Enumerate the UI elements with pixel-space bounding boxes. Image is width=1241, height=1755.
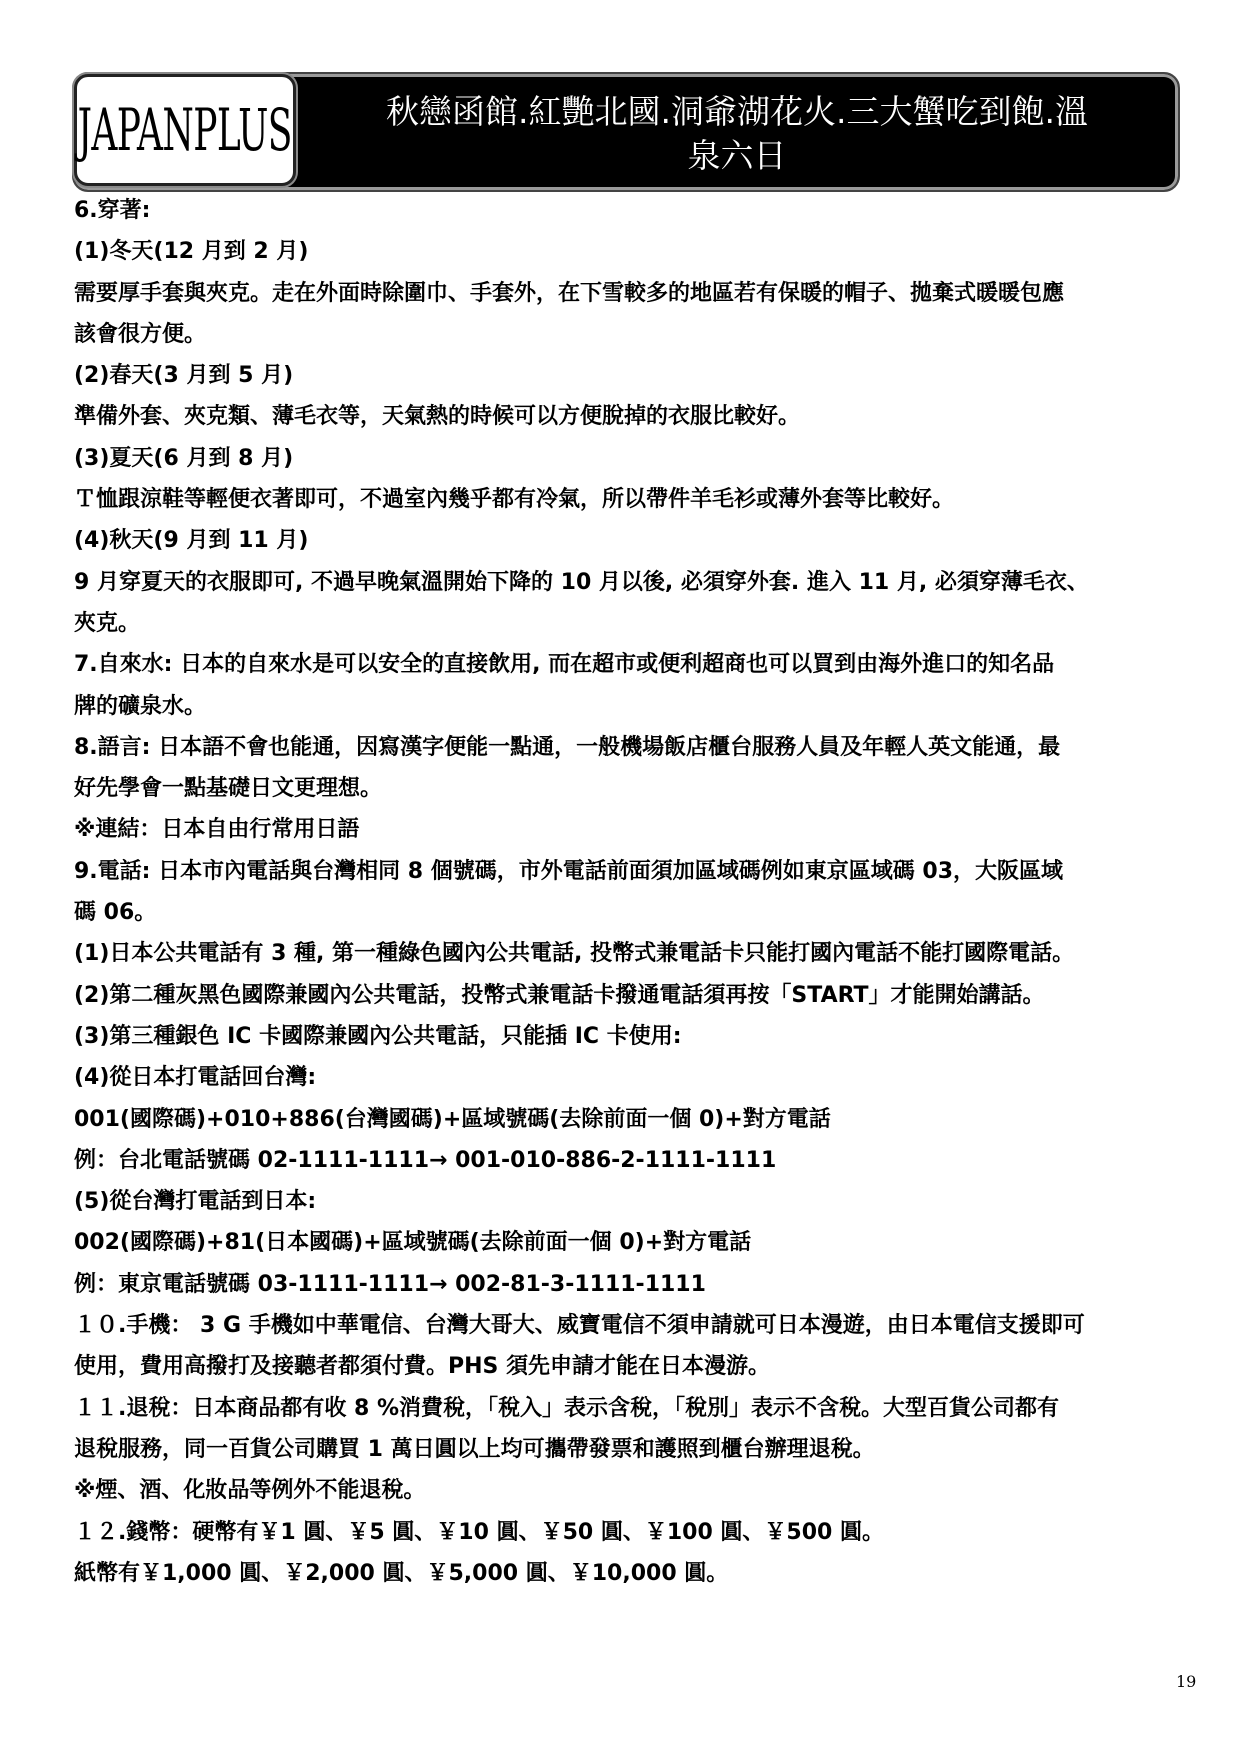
text-line: 例：台北電話號碼 02-1111-1111→ 001-010-886-2-1111-1111 [74,1147,777,1173]
text-line: (3)夏天(6 月到 8 月) [74,445,294,471]
tour-title-line-1: 秋戀函館.紅艷北國.洞爺湖花火.三大蟹吃到飽.溫 [386,92,1088,131]
text-line: (1)冬天(12 月到 2 月) [74,239,309,265]
text-line: (2)春天(3 月到 5 月) [74,363,294,389]
text-line: １２.錢幣：硬幣有￥1 圓、￥5 圓、￥10 圓、￥50 圓、￥100 圓、￥500 圓。 [74,1519,885,1545]
text-line: 夾克。 [74,610,141,636]
text-line: 牌的礦泉水。 [74,693,207,719]
text-line: ※煙、酒、化妝品等例外不能退稅。 [74,1478,426,1504]
text-line: 需要厚手套與夾克。走在外面時除圍巾、手套外，在下雪較多的地區若有保暖的帽子、拋棄式暖暖包應 [74,280,1065,306]
logo-text: JAPANPLUS [77,96,293,164]
text-line: 紙幣有￥1,000 圓、￥2,000 圓、￥5,000 圓、￥10,000 圓。 [74,1560,729,1586]
text-line: 退稅服務，同一百貨公司購買 1 萬日圓以上均可攜帶發票和護照到櫃台辦理退稅。 [74,1436,875,1462]
logo-box [74,74,296,186]
text-line: (5)從台灣打電話到日本: [74,1189,317,1215]
text-line: 7.自來水: 日本的自來水是可以安全的直接飲用, 而在超市或便利超商也可以買到由海外進口的知名品 [74,652,1055,678]
text-line: 6.穿著: [74,198,151,223]
text-line: (3)第三種銀色 IC 卡國際兼國內公共電話，只能插 IC 卡使用: [74,1023,682,1049]
text-line: (1)日本公共電話有 3 種, 第一種綠色國內公共電話, 投幣式兼電話卡只能打國內電話不能打國際電話。 [74,941,1075,967]
text-line: 該會很方便。 [74,321,207,347]
text-line: (2)第二種灰黑色國際兼國內公共電話，投幣式兼電話卡撥通電話須再按「START」才能開始講話。 [74,982,1045,1008]
text-line: Ｔ恤跟涼鞋等輕便衣著即可，不過室內幾乎都有冷氣，所以帶件羊毛衫或薄外套等比較好。 [74,487,955,513]
text-line: 9 月穿夏天的衣服即可, 不過早晚氣溫開始下降的 10 月以後, 必須穿外套. 進入 11 月, 必須穿薄毛衣、 [74,569,1089,595]
tour-title-line-2: 泉六日 [687,136,787,175]
text-line: 例：東京電話號碼 03-1111-1111→ 002-81-3-1111-1111 [74,1271,706,1297]
tour-title [312,90,1162,178]
text-line: １０.手機： 3 G 手機如中華電信、台灣大哥大、威寶電信不須申請就可日本漫遊，由日本電信支援即可 [74,1313,1085,1339]
text-line: 002(國際碼)+81(日本國碼)+區域號碼(去除前面一個 0)+對方電話 [74,1230,752,1256]
page-number: 19 [1176,1672,1197,1691]
text-line: 準備外套、夾克類、薄毛衣等，天氣熱的時候可以方便脫掉的衣服比較好。 [74,404,801,430]
text-line: 9.電話: 日本市內電話與台灣相同 8 個號碼，市外電話前面須加區域碼例如東京區域碼 03，大阪區域 [74,858,1064,884]
link-line[interactable]: ※連結：日本自由行常用日語 [74,817,360,843]
text-line: 001(國際碼)+010+886(台灣國碼)+區域號碼(去除前面一個 0)+對方電話 [74,1106,831,1132]
text-line: 好先學會一點基礎日文更理想。 [74,776,383,802]
document-body [74,190,1194,1594]
text-line: (4)從日本打電話回台灣: [74,1065,317,1091]
text-line: 碼 06。 [74,900,157,926]
text-line: 8.語言: 日本語不會也能通，因寫漢字便能一點通，一般機場飯店櫃台服務人員及年輕人英文能通，最 [74,734,1061,760]
text-line: (4)秋天(9 月到 11 月) [74,528,309,554]
text-line: １１.退稅：日本商品都有收 8 %消費稅，「稅入」表示含稅，「稅別」表示不含稅。大型百貨公司都有 [74,1395,1060,1421]
text-line: 使用，費用高撥打及接聽者都須付費。PHS 須先申請才能在日本漫游。 [74,1354,771,1380]
